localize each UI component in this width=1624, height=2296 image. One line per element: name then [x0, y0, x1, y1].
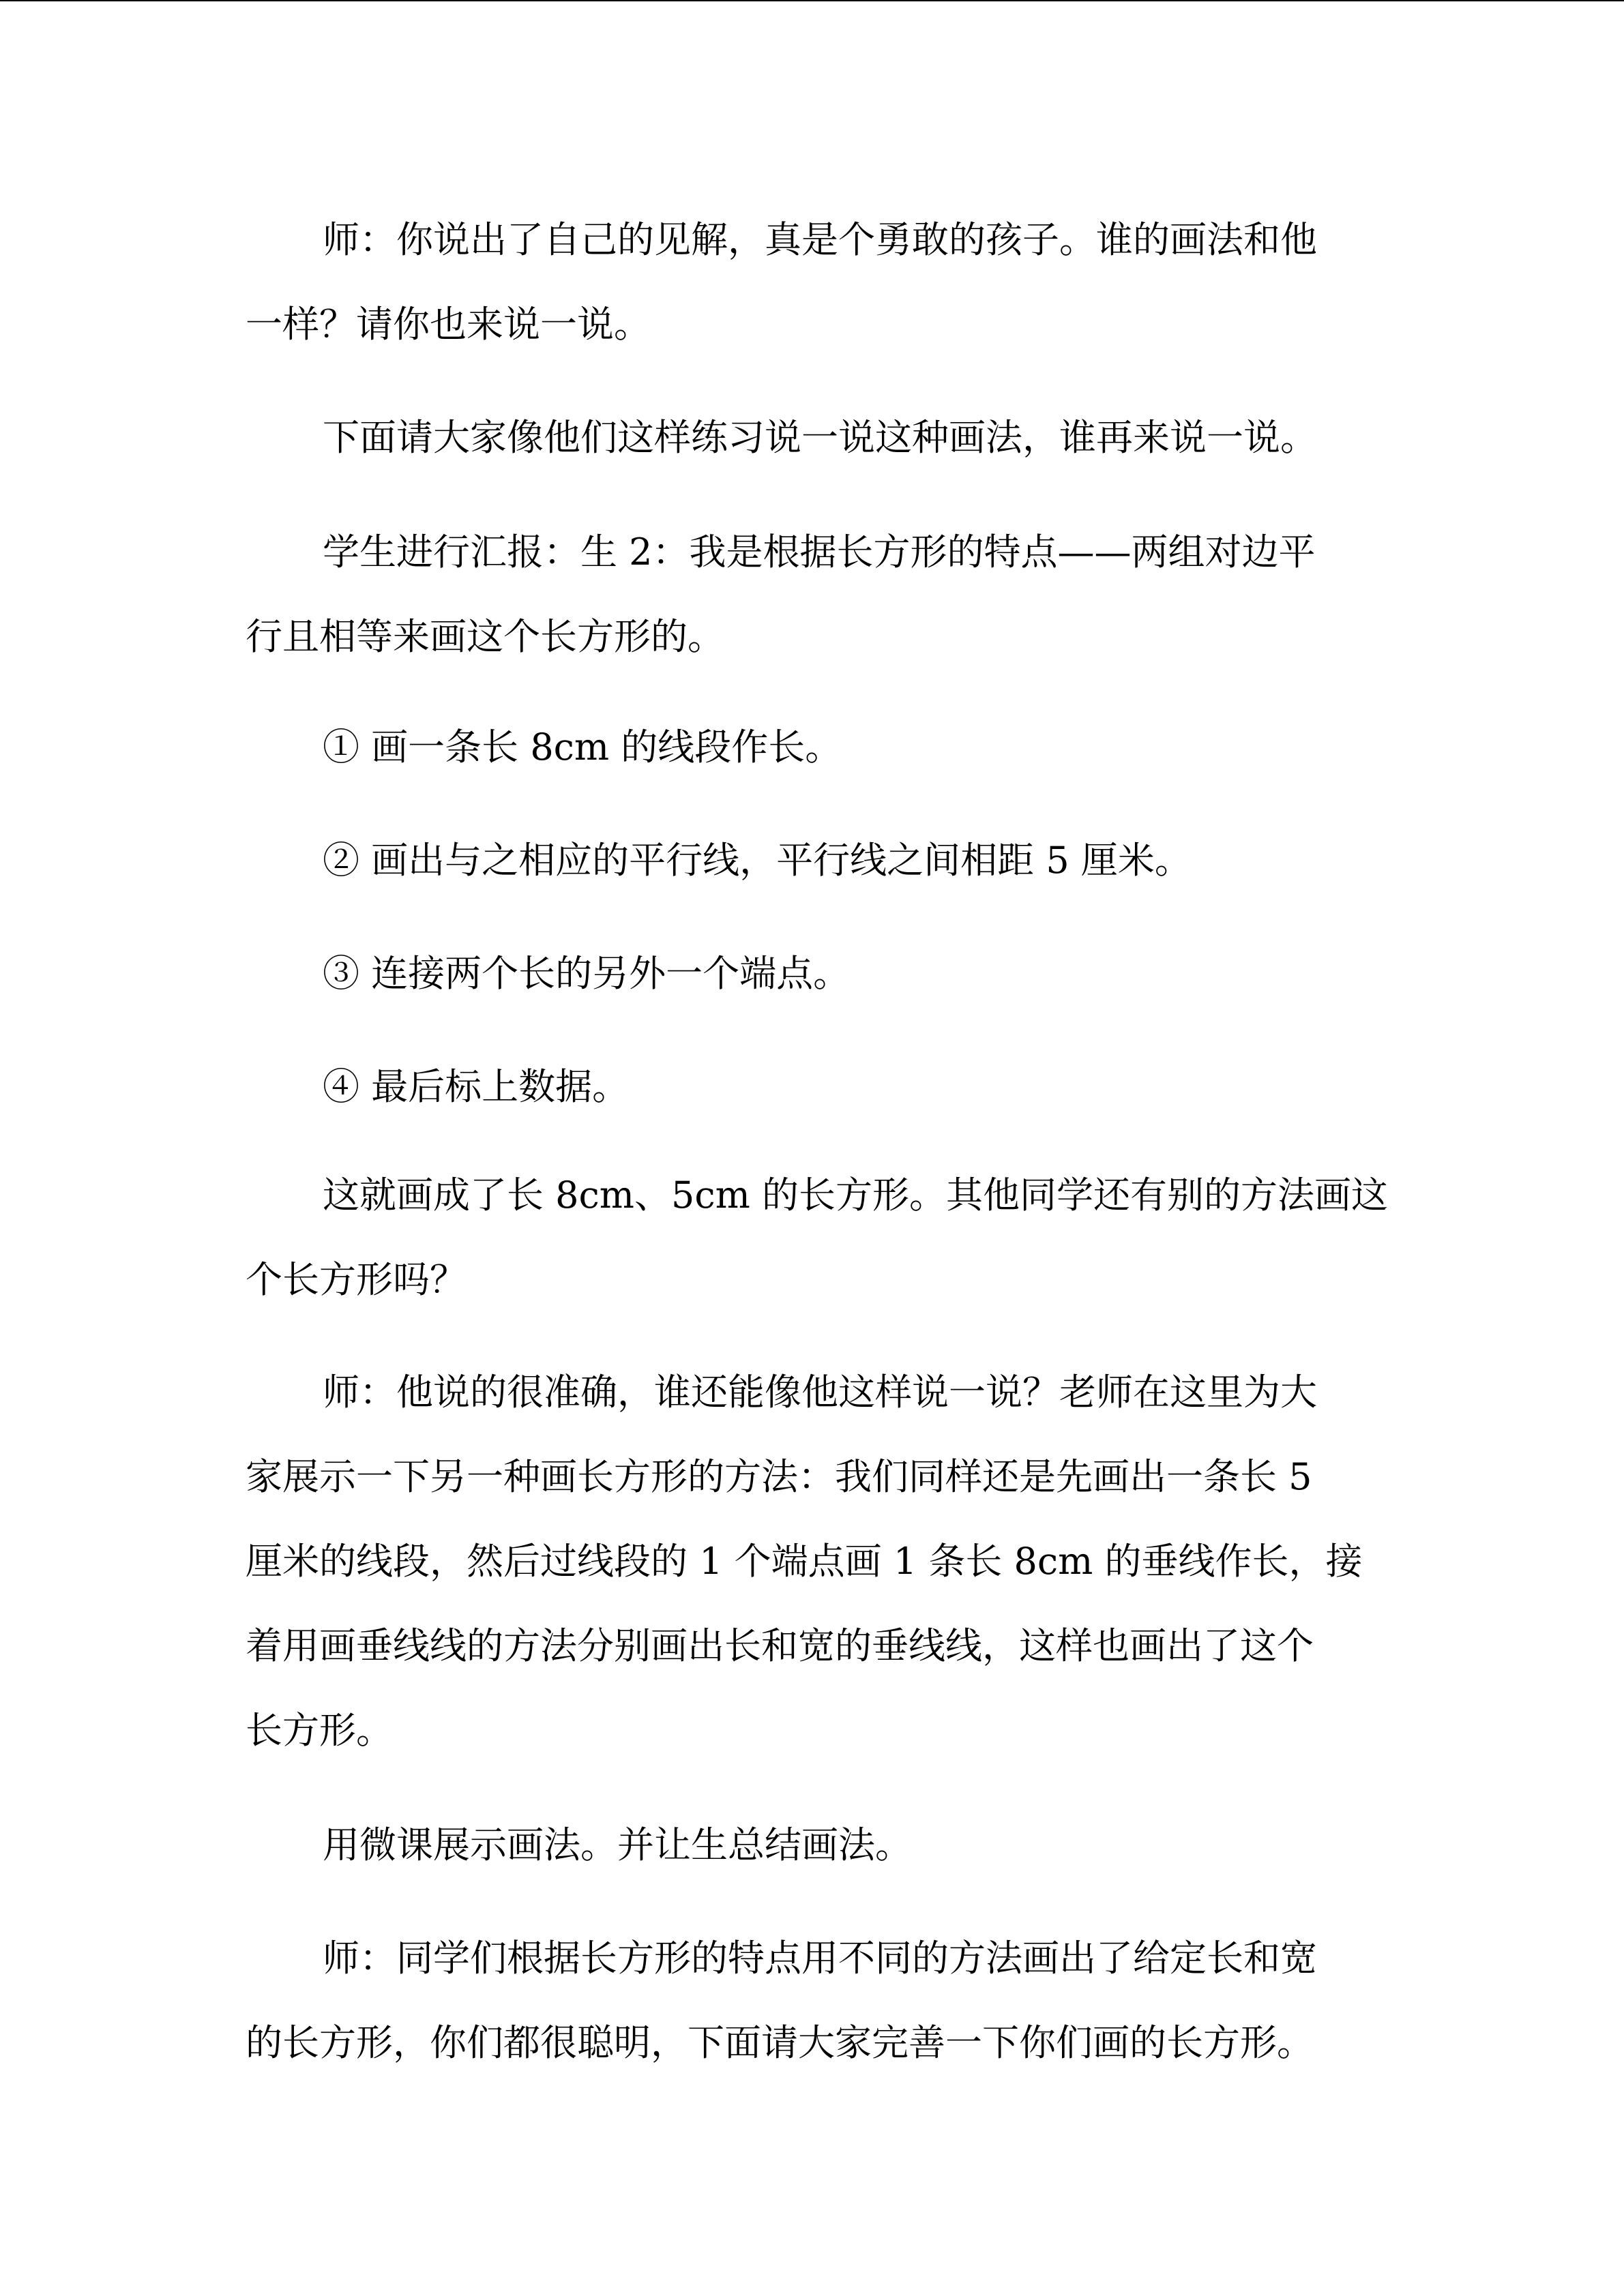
text-line: ① 画一条长 8cm 的线段作长。 [323, 726, 842, 769]
text-line: 师：同学们根据长方形的特点用不同的方法画出了给定长和宽 [323, 1937, 1317, 1980]
text-line: 厘米的线段，然后过线段的 1 个端点画 1 条长 8cm 的垂线作长，接 [246, 1540, 1363, 1583]
text-line: ③ 连接两个长的另外一个端点。 [323, 952, 851, 995]
paragraph-teacher-demo [246, 1350, 1378, 1773]
text-line: ② 画出与之相应的平行线，平行线之间相距 5 厘米。 [323, 839, 1192, 882]
text-line: 家展示一下另一种画长方形的方法：我们同样还是先画出一条长 5 [246, 1455, 1312, 1498]
paragraph-result [246, 1153, 1388, 1322]
text-line: 师：你说出了自己的见解，真是个勇敢的孩子。谁的画法和他 [323, 218, 1317, 261]
step-2 [246, 818, 1378, 903]
text-line: 师：他说的很准确，谁还能像他这样说一说？老师在这里为大 [323, 1371, 1317, 1414]
text-line: 行且相等来画这个长方形的。 [246, 615, 724, 658]
text-line: 学生进行汇报：生 2：我是根据长方形的特点——两组对边平 [323, 531, 1316, 573]
paragraph-student-report [246, 510, 1378, 679]
paragraph-teacher-praise [246, 198, 1378, 367]
text-line: 一样？请你也来说一说。 [246, 303, 651, 346]
text-line: 个长方形吗？ [246, 1258, 467, 1301]
text-line: 下面请大家像他们这样练习说一说这种画法，谁再来说一说。 [323, 416, 1317, 459]
document-page [246, 0, 1388, 2296]
step-3 [246, 931, 1378, 1016]
paragraph-micro-lesson [246, 1803, 1378, 1888]
text-line: 这就画成了长 8cm、5cm 的长方形。其他同学还有别的方法画这 [323, 1174, 1388, 1217]
text-line: 长方形。 [246, 1709, 393, 1752]
text-line: 用微课展示画法。并让生总结画法。 [323, 1823, 912, 1866]
text-line: 的长方形，你们都很聪明，下面请大家完善一下你们画的长方形。 [246, 2021, 1314, 2064]
text-line: 着用画垂线线的方法分别画出长和宽的垂线线，这样也画出了这个 [246, 1624, 1314, 1667]
step-4 [246, 1045, 1378, 1129]
paragraph-teacher-summary [246, 1916, 1378, 2085]
paragraph-practice-instruction [246, 396, 1378, 480]
text-line: ④ 最后标上数据。 [323, 1065, 630, 1108]
step-1 [246, 705, 1378, 790]
